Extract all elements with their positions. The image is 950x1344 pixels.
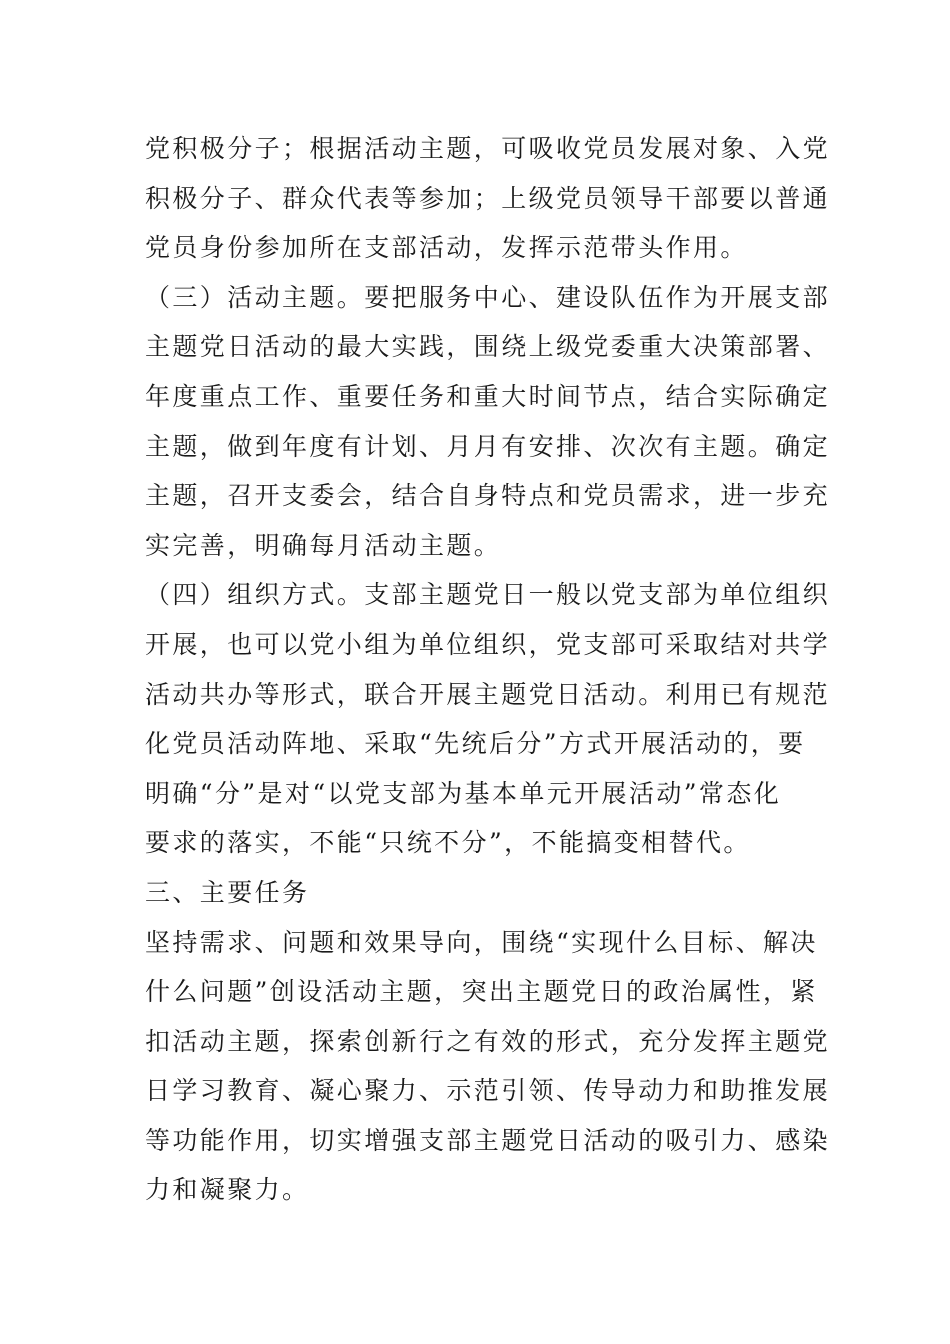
text-line: 什么问题”创设活动主题，突出主题党日的政治属性，紧 — [145, 977, 818, 1007]
text-line: 坚持需求、问题和效果导向，围绕“实现什么目标、解决 — [145, 927, 818, 957]
text-line: 日学习教育、凝心聚力、示范引领、传导动力和助推发展 — [145, 1076, 831, 1106]
text-line: 主题，做到年度有计划、月月有安排、次次有主题。确定 — [145, 431, 831, 461]
text-line: 活动共办等形式，联合开展主题党日活动。利用已有规范 — [145, 679, 831, 709]
text-line: 主题党日活动的最大实践，围绕上级党委重大决策部署、 — [145, 332, 831, 362]
text-line: 开展，也可以党小组为单位组织，党支部可采取结对共学 — [145, 629, 831, 659]
text-line: 党员身份参加所在支部活动，发挥示范带头作用。 — [145, 233, 748, 263]
text-line: 主题，召开支委会，结合自身特点和党员需求，进一步充 — [145, 481, 831, 511]
text-line: 要求的落实，不能“只统不分”，不能搞变相替代。 — [145, 828, 751, 858]
text-line: 党积极分子；根据活动主题，可吸收党员发展对象、入党 — [145, 134, 831, 163]
text-line: 积极分子、群众代表等参加；上级党员领导干部要以普通 — [145, 183, 831, 213]
text-line: 等功能作用，切实增强支部主题党日活动的吸引力、感染 — [145, 1125, 831, 1155]
text-line: 年度重点工作、重要任务和重大时间节点，结合实际确定 — [145, 381, 831, 411]
text-line: 扣活动主题，探索创新行之有效的形式，充分发挥主题党 — [145, 1026, 831, 1056]
text-line: 化党员活动阵地、采取“先统后分”方式开展活动的，要 — [145, 729, 806, 759]
section-heading-line: （四）组织方式。支部主题党日一般以党支部为单位组织 — [145, 580, 831, 610]
text-line: 实完善，明确每月活动主题。 — [145, 530, 502, 560]
section-heading-line: （三）活动主题。要把服务中心、建设队伍作为开展支部 — [145, 282, 831, 312]
text-line: 力和凝聚力。 — [145, 1175, 310, 1205]
chapter-heading: 三、主要任务 — [145, 877, 310, 907]
text-line: 明确“分”是对“以党支部为基本单元开展活动”常态化 — [145, 778, 782, 808]
document-body — [145, 124, 831, 1215]
